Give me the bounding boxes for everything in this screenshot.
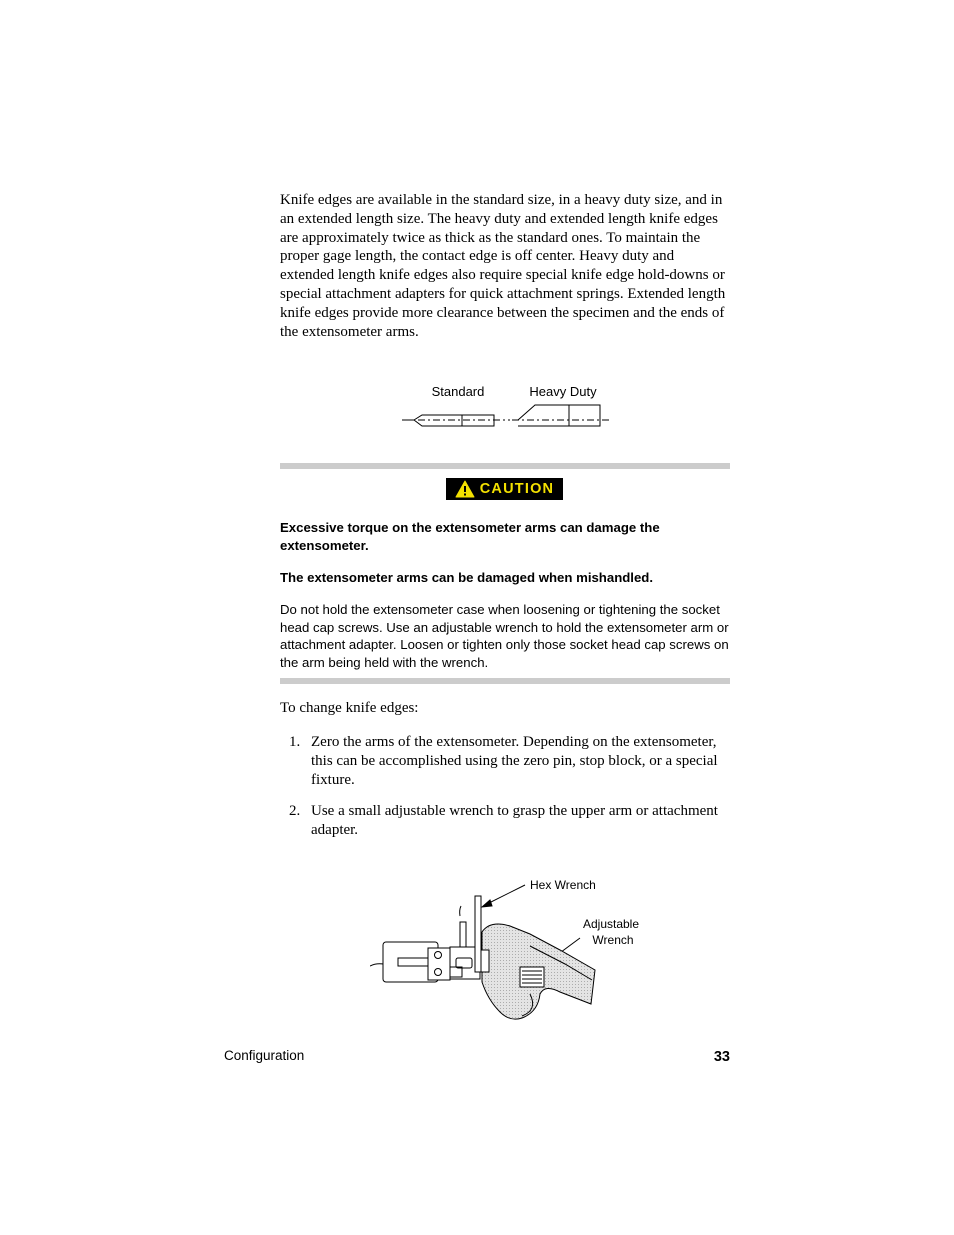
label-standard: Standard [431,384,485,399]
label-wrench: Wrench [592,933,634,947]
label-heavy-duty: Heavy Duty [529,384,597,399]
procedure-lead: To change knife edges: [280,700,419,716]
footer-section: Configuration [224,1048,305,1063]
knife-edge-figure [398,380,612,432]
caution-heading-2: The extensometer arms can be damaged when mishandled. [280,570,654,585]
caution-top-rule [280,463,730,469]
step-text: Zero the arms of the extensometer. Depending on the extensometer, this can be accomplished using the zero pin, stop block, or a special fixture. [311,734,718,788]
step-number: 1. [289,734,301,750]
warning-triangle-icon [455,480,475,498]
step-number: 2. [289,803,301,819]
caution-heading-1: Excessive torque on the extensometer arms can damage the extensometer. [280,520,660,553]
adjustable-wrench-shape [482,924,595,1019]
extensometer-body [370,906,480,982]
intro-paragraph: Knife edges are available in the standard size, in a heavy duty size, and in an extended length size. The heavy duty and extended length knife edges are approximately twice as thick as the standard ones. To maintain the proper gage length, the contact edge is off center. Heavy duty and extended length knife edges also require special knife edge hold-downs or special attachment adapters for quick attachment springs. Extended length knife edges provide more clearance between the specimen and the ends of the extensometer arms. [280,192,726,340]
caution-body: Do not hold the extensometer case when loosening or tightening the socket head cap screws. Use an adjustable wrench to hold the extensometer arm or attachment adapter. Loosen or tighten only those socket head cap screws on the arm being held with the wrench. [280,602,729,670]
list-item [289,733,734,790]
label-adjustable: Adjustable [582,917,640,931]
heavy-duty-knife-edge-shape [512,405,609,426]
page-number: 33 [713,1049,730,1065]
label-hex-wrench: Hex Wrench [530,878,596,892]
step-text: Use a small adjustable wrench to grasp the upper arm or attachment adapter. [311,803,718,838]
caution-bottom-rule [280,678,730,684]
wrench-figure [370,872,650,1022]
list-item [289,802,734,840]
caution-label: CAUTION [479,481,555,497]
caution-badge [446,478,563,500]
standard-knife-edge-shape [402,415,510,426]
